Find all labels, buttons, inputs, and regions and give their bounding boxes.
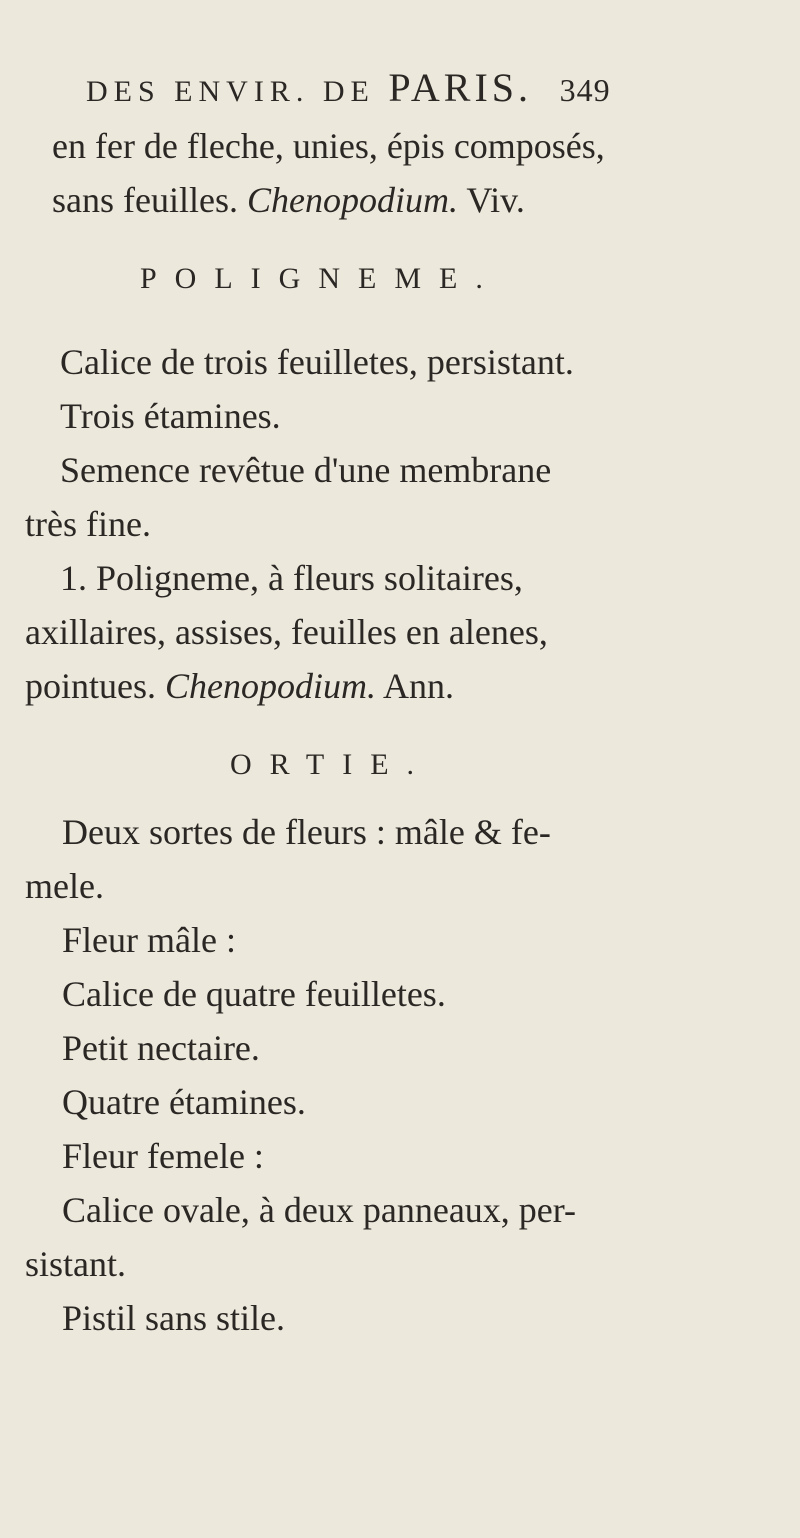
text-line: sistant.: [25, 1244, 127, 1284]
text-line: axillaires, assises, feuilles en alenes,: [25, 612, 548, 652]
genus-name: Chenopodium.: [165, 666, 376, 706]
text-line: Calice ovale, à deux panneaux, per-: [62, 1190, 577, 1230]
text-line: Pistil sans stile.: [62, 1298, 286, 1338]
running-head-paris: PARIS.: [388, 65, 533, 110]
text-line: Calice de trois feuilletes, persistant.: [60, 342, 574, 382]
text-line: Quatre étamines.: [62, 1082, 306, 1122]
text-line: très fine.: [25, 504, 151, 544]
running-head-part2: DE: [322, 75, 375, 108]
section-heading-poligneme: POLIGNEME.: [140, 262, 501, 295]
text-span: Viv.: [457, 180, 525, 220]
text-span: pointues.: [25, 666, 165, 706]
text-span: sans feuilles.: [52, 180, 247, 220]
running-head-part1: DES ENVIR.: [86, 75, 310, 108]
page-number: 349: [559, 72, 611, 108]
text-span: Ann.: [376, 666, 455, 706]
text-line: Calice de quatre feuilletes.: [62, 974, 446, 1014]
text-line: [52, 182, 525, 218]
running-head: [86, 65, 611, 110]
text-line: Fleur femele :: [62, 1136, 264, 1176]
text-line: Deux sortes de fleurs : mâle & fe-: [62, 812, 551, 852]
genus-name: Chenopodium.: [246, 180, 458, 220]
text-line: Semence revêtue d'une membrane: [60, 450, 552, 490]
section-heading-ortie: ORTIE.: [230, 748, 433, 781]
text-line: en fer de fleche, unies, épis composés,: [52, 126, 605, 166]
text-line: mele.: [25, 866, 104, 906]
text-line: Fleur mâle :: [62, 920, 236, 960]
text-line: [25, 668, 454, 704]
text-line: Petit nectaire.: [62, 1028, 260, 1068]
text-line: Trois étamines.: [60, 396, 281, 436]
text-line: 1. Poligneme, à fleurs solitaires,: [60, 558, 523, 598]
